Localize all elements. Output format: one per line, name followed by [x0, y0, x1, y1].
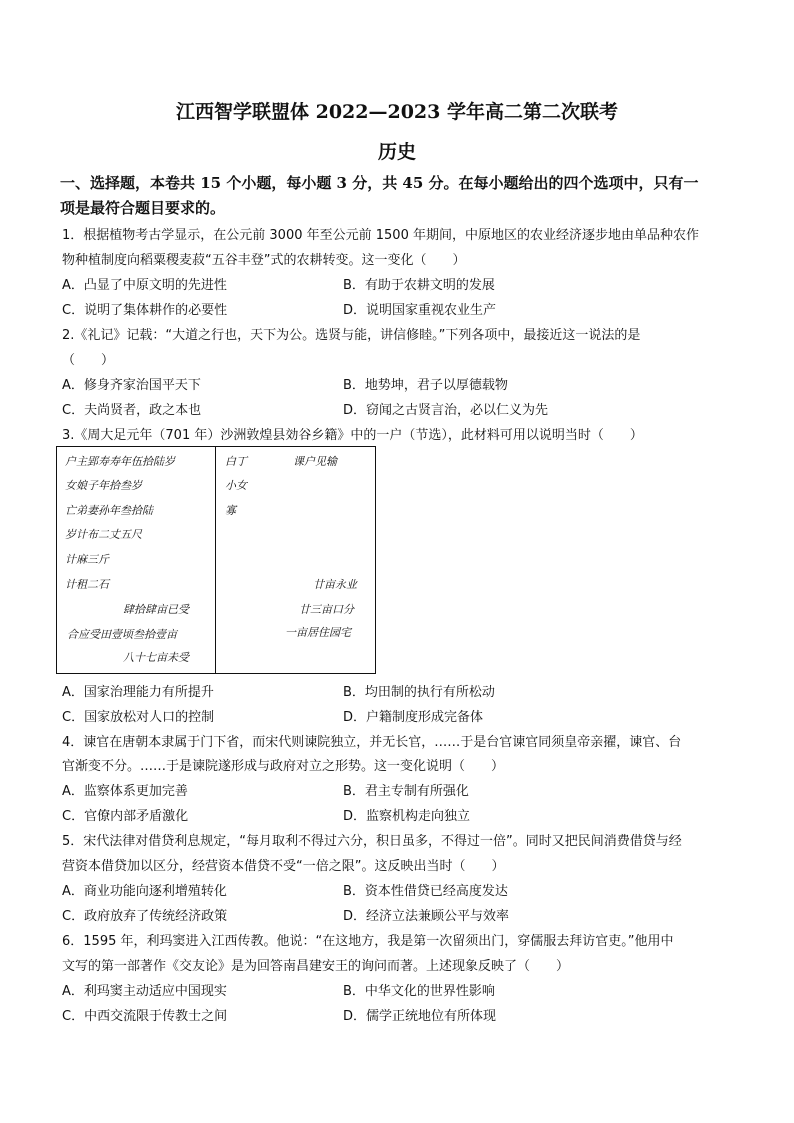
q4-option-d: D．监察机构走向独立 [343, 809, 471, 824]
q5-option-c: C．政府放弃了传统经济政策 [62, 909, 228, 924]
table-right-cell: 廿三亩口分 [299, 603, 354, 616]
q2-stem-line2: （ ） [62, 353, 115, 368]
q1-stem-line1: 1．根据植物考古学显示，在公元前 3000 年至公元前 1500 年期间，中原地区的农业经济逐步地由单品种农作 [62, 228, 699, 243]
q1-option-d: D．说明国家重视农业生产 [343, 303, 497, 318]
q2-stem-line1: 2.《礼记》记载：“大道之行也，天下为公。选贤与能，讲信修睦。”下列各项中，最接近这一说法的是 [62, 328, 641, 343]
q5-option-d: D．经济立法兼顾公平与效率 [343, 909, 510, 924]
q6-option-b: B．中华文化的世界性影响 [343, 984, 495, 999]
table-right-cell: 课户见输 [293, 455, 337, 468]
table-divider [215, 447, 216, 673]
table-right-cell: 寡 [225, 504, 236, 517]
household-register-table [56, 446, 376, 674]
q2-option-b: B．地势坤，君子以厚德载物 [343, 378, 508, 393]
table-left-cell: 计麻三斤 [65, 553, 109, 566]
table-left-cell: 合应受田壹顷叁拾壹亩 [67, 628, 177, 641]
table-left-cell: 八十七亩未受 [123, 651, 189, 664]
q1-option-b: B．有助于农耕文明的发展 [343, 278, 495, 293]
q4-stem-line2: 官渐变不分。……于是谏院遂形成与政府对立之形势。这一变化说明（ ） [62, 759, 505, 774]
subject-title: 历史 [377, 141, 416, 163]
q6-option-c: C．中西交流限于传教士之间 [62, 1009, 228, 1024]
table-right-cell: 一亩居住园宅 [285, 626, 351, 639]
q2-option-a: A．修身齐家治国平天下 [62, 378, 201, 393]
q3-option-b: B．均田制的执行有所松动 [343, 685, 495, 700]
table-left-cell: 肆拾肆亩已受 [123, 603, 189, 616]
q5-option-b: B．资本性借贷已经高度发达 [343, 884, 508, 899]
q1-option-a: A．凸显了中原文明的先进性 [62, 278, 227, 293]
table-right-cell: 小女 [225, 479, 247, 492]
q4-option-c: C．官僚内部矛盾激化 [62, 809, 189, 824]
q1-option-c: C．说明了集体耕作的必要性 [62, 303, 228, 318]
q6-stem-line2: 文写的第一部著作《交友论》是为回答南昌建安王的询问而著。上述现象反映了（ ） [62, 959, 570, 974]
q4-stem-line1: 4．谏官在唐朝本隶属于门下省，而宋代则谏院独立，并无长官，……于是台官谏官同须皇帝亲擢，谏官、台 [62, 735, 682, 750]
section-heading-line2: 项是最符合题目要求的。 [60, 199, 226, 217]
q3-stem-line1: 3.《周大足元年（701 年）沙洲敦煌县効谷乡籍》中的一户（节选），此材料可用以说明当时（ ） [62, 428, 643, 443]
q5-stem-line2: 营资本借贷加以区分，经营资本借贷不受“一倍之限”。这反映出当时（ ） [62, 859, 505, 874]
table-left-cell: 岁计布二丈五尺 [65, 528, 142, 541]
table-left-cell: 计租二石 [65, 578, 109, 591]
q5-option-a: A．商业功能向逐利增殖转化 [62, 884, 227, 899]
q5-stem-line1: 5．宋代法律对借贷利息规定，“每月取利不得过六分，积日虽多，不得过一倍”。同时又把民间消费借贷与经 [62, 834, 682, 849]
table-right-cell: 廿亩永业 [313, 578, 357, 591]
table-right-cell: 白丁 [225, 455, 247, 468]
q2-option-c: C．夫尚贤者，政之本也 [62, 403, 202, 418]
q2-option-d: D．窃闻之古贤言治，必以仁义为先 [343, 403, 549, 418]
q4-option-b: B．君主专制有所强化 [343, 784, 469, 799]
q6-option-d: D．儒学正统地位有所体现 [343, 1009, 497, 1024]
section-heading-line1: 一、选择题，本卷共 15 个小题，每小题 3 分，共 45 分。在每小题给出的四个选项中，只有一 [60, 174, 699, 192]
q6-stem-line1: 6．1595 年，利玛窦进入江西传教。他说：“在这地方，我是第一次留须出门，穿儒服去拜访官吏。”他用中 [62, 934, 674, 949]
q1-stem-line2: 物种植制度向稻粟稷麦菽“五谷丰登”式的农耕转变。这一变化（ ） [62, 253, 466, 268]
q4-option-a: A．监察体系更加完善 [62, 784, 188, 799]
table-left-cell: 女娘子年拾叁岁 [65, 479, 142, 492]
table-left-cell: 户主郢寿寿年伍拾陆岁 [65, 455, 175, 468]
exam-title: 江西智学联盟体 2022—2023 学年高二第二次联考 [176, 101, 618, 123]
q6-option-a: A．利玛窦主动适应中国现实 [62, 984, 227, 999]
q3-option-d: D．户籍制度形成完备体 [343, 710, 484, 725]
q3-option-a: A．国家治理能力有所提升 [62, 685, 214, 700]
q3-option-c: C．国家放松对人口的控制 [62, 710, 215, 725]
table-left-cell: 亡弟妻孙年叁拾陆 [65, 504, 153, 517]
